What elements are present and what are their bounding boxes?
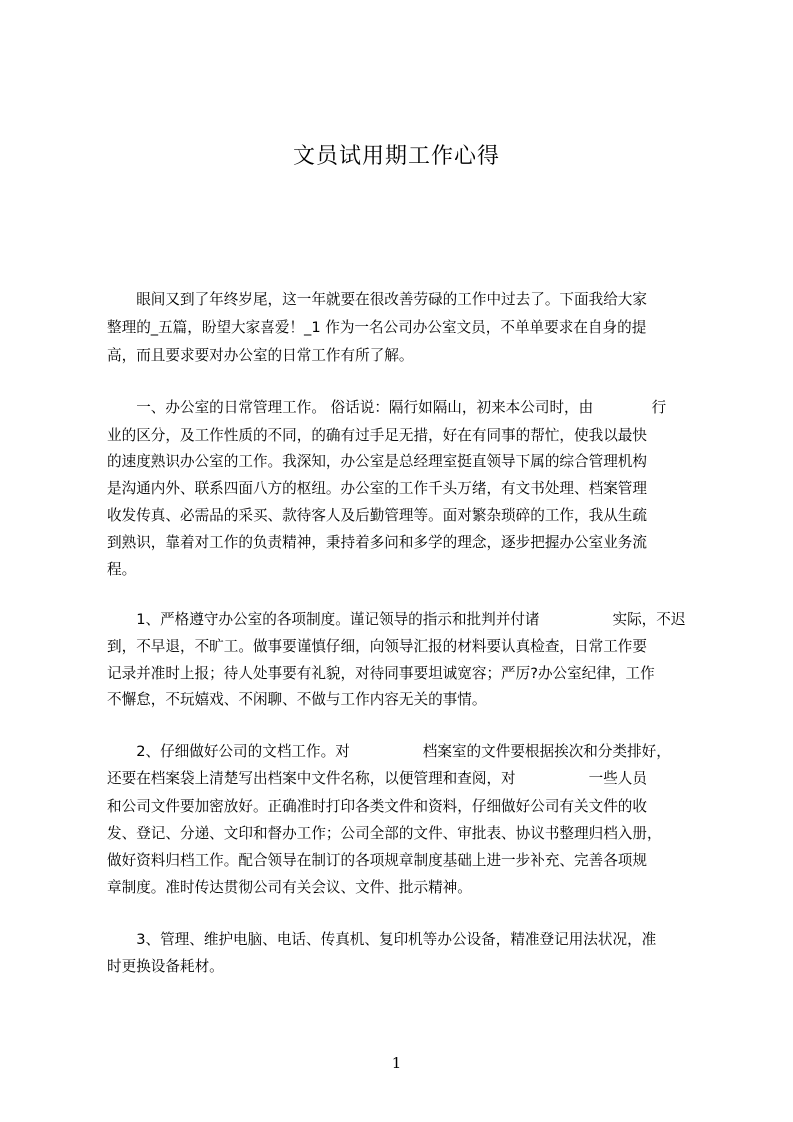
paragraph-line: 是沟通内外、联系四面八方的枢纽。办公室的工作千头万绪，有文书处理、档案管理 — [107, 480, 647, 497]
paragraph-line: 到，不早退，不旷工。做事要谨慎仔细，向领导汇报的材料要认真检查，日常工作要 — [107, 638, 647, 655]
paragraph-line: 发、登记、分递、文印和督办工作；公司全部的文件、审批表、协议书整理归档入册， — [107, 825, 662, 842]
page-number: 1 — [391, 1054, 402, 1072]
paragraph-line: 整理的_五篇，盼望大家喜爱！_1 作为一名公司办公室文员，不单单要求在自身的提 — [107, 319, 647, 336]
paragraph-line: 不懈怠，不玩嬉戏、不闲聊、不做与工作内容无关的事情。 — [107, 691, 487, 708]
paragraph-line: 业的区分，及工作性质的不同，的确有过手足无措，好在有同事的帮忙，使我以最快 — [107, 427, 647, 444]
paragraph-line: 的速度熟识办公室的工作。我深知，办公室是总经理室挺直领导下属的综合管理机构 — [107, 453, 647, 470]
paragraph-line: 一、办公室的日常管理工作。 俗话说：隔行如隔山，初来本公司时，由 行 — [107, 399, 667, 416]
paragraph-line: 记录并准时上报；待人处事要有礼貌，对待同事要坦诚宽容；严厉?办公室纪律，工作 — [107, 665, 655, 682]
paragraph-line: 还要在档案袋上清楚写出档案中文件名称，以便管理和查阅，对 一些人员 — [107, 770, 647, 787]
paragraph-line: 收发传真、必需品的采买、款待客人及后勤管理等。面对繁杂琐碎的工作，我从生疏 — [107, 507, 647, 524]
paragraph-line: 做好资料归档工作。配合领导在制订的各项规章制度基础上进一步补充、完善各项规 — [107, 852, 647, 869]
paragraph-line: 章制度。准时传达贯彻公司有关会议、文件、批示精神。 — [107, 879, 472, 896]
paragraph-line: 2、仔细做好公司的文档工作。对 档案室的文件要根据挨次和分类排好， — [107, 743, 671, 760]
paragraph-line: 1、严格遵守办公室的各项制度。谨记领导的指示和批判并付诸 实际，不迟 — [107, 611, 686, 628]
paragraph-line: 眼间又到了年终岁尾，这一年就要在很改善劳碌的工作中过去了。下面我给大家 — [107, 291, 647, 308]
paragraph-line: 时更换设备耗材。 — [107, 958, 224, 975]
paragraph-line: 高，而且要求要对办公室的日常工作有所了解。 — [107, 347, 414, 364]
paragraph-line: 3、管理、维护电脑、电话、传真机、复印机等办公设备，精准登记用法状况，准 — [107, 931, 657, 948]
document-title: 文员试用期工作心得 — [292, 144, 500, 169]
paragraph-line: 和公司文件要加密放好。正确准时打印各类文件和资料，仔细做好公司有关文件的收 — [107, 798, 647, 815]
paragraph-line: 到熟识，靠着对工作的负责精神，秉持着多问和多学的理念，逐步把握办公室业务流 — [107, 534, 647, 551]
paragraph-line: 程。 — [107, 561, 137, 578]
